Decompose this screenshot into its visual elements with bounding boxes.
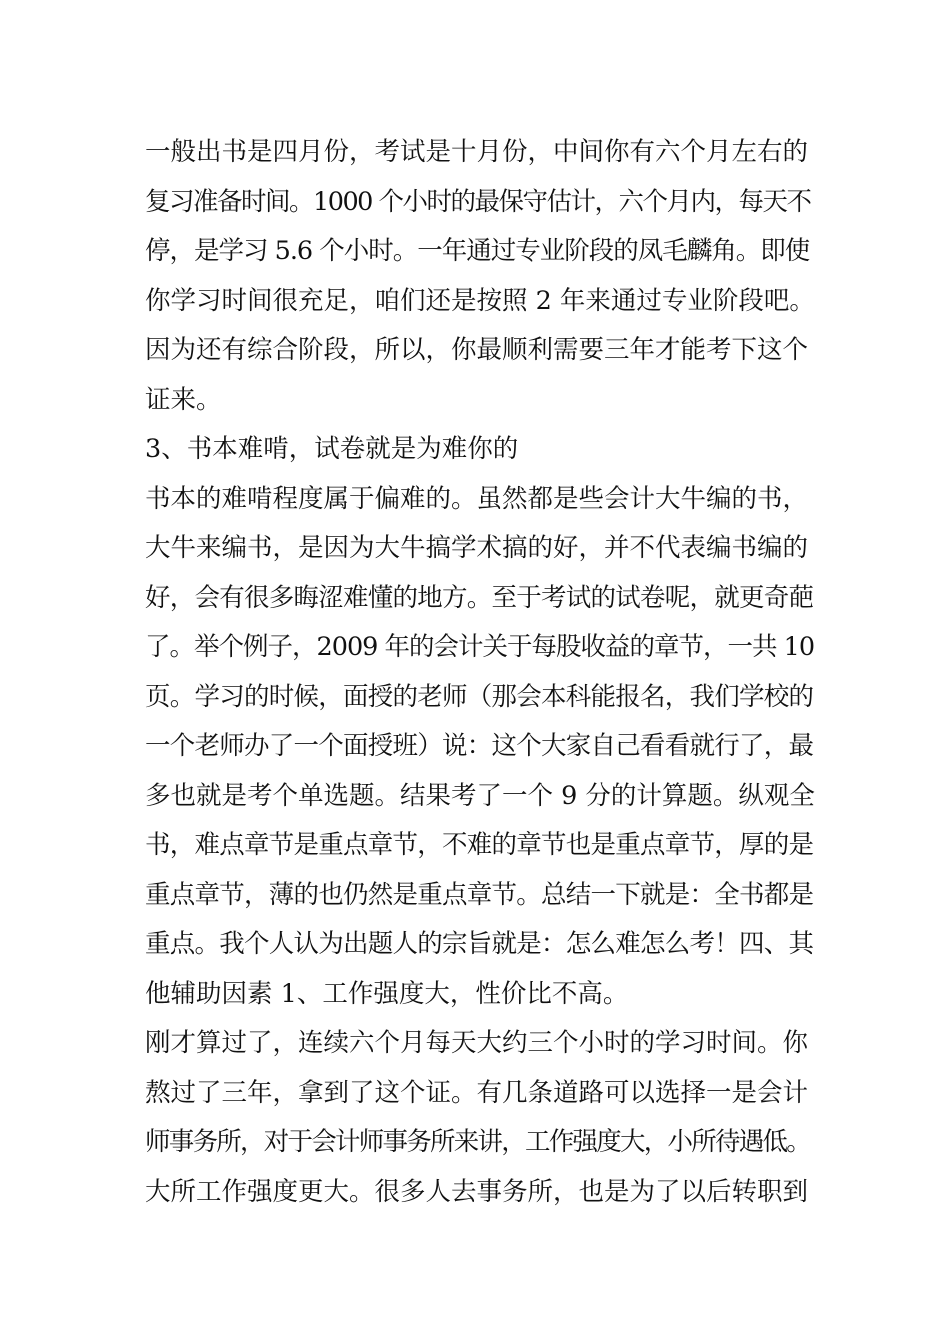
text-line: 证来。 xyxy=(145,384,222,415)
text-line: 大牛来编书，是因为大牛搞学术搞的好，并不代表编书编的 xyxy=(145,533,809,563)
text-line: 书本的难啃程度属于偏难的。虽然都是些会计大牛编的书， xyxy=(145,483,809,514)
text-line: 重点章节，薄的也仍然是重点章节。总结一下就是：全书都是 xyxy=(145,879,814,910)
text-line: 他辅助因素 1、工作强度大，性价比不高。 xyxy=(145,978,629,1009)
text-line: 一个老师办了一个面授班）说：这个大家自己看看就行了，最 xyxy=(145,731,814,761)
text-line: 停，是学习 5.6 个小时。一年通过专业阶段的凤毛麟角。即使 xyxy=(145,236,810,266)
text-line: 重点。我个人认为出题人的宗旨就是：怎么难怎么考！四、其 xyxy=(145,929,814,959)
text-line: 书，难点章节是重点章节，不难的章节也是重点章节，厚的是 xyxy=(145,830,814,860)
text-line: 了。举个例子，2009 年的会计关于每股收益的章节，一共 10 xyxy=(145,632,815,662)
text-line: 大所工作强度更大。很多人去事务所，也是为了以后转职到 xyxy=(145,1176,809,1207)
document-body xyxy=(145,128,815,1217)
section-heading: 3、书本难啃，试卷就是为难你的 xyxy=(145,434,519,464)
text-line: 因为还有综合阶段，所以，你最顺利需要三年才能考下这个 xyxy=(145,335,809,365)
text-line: 复习准备时间。1000 个小时的最保守估计，六个月内，每天不 xyxy=(145,186,811,217)
text-line: 多也就是考个单选题。结果考了一个 9 分的计算题。纵观全 xyxy=(145,780,815,811)
text-line: 好，会有很多晦涩难懂的地方。至于考试的试卷呢，就更奇葩 xyxy=(145,582,814,613)
text-line: 刚才算过了，连续六个月每天大约三个小时的学习时间。你 xyxy=(145,1028,809,1058)
text-line: 一般出书是四月份，考试是十月份，中间你有六个月左右的 xyxy=(145,137,809,167)
text-line: 熬过了三年，拿到了这个证。有几条道路可以选择一是会计 xyxy=(145,1077,809,1108)
text-line: 你学习时间很充足，咱们还是按照 2 年来通过专业阶段吧。 xyxy=(145,285,815,316)
text-line: 师事务所，对于会计师事务所来讲，工作强度大，小所待遇低。 xyxy=(145,1127,811,1157)
text-line: 页。学习的时候，面授的老师（那会本科能报名，我们学校的 xyxy=(145,681,814,712)
